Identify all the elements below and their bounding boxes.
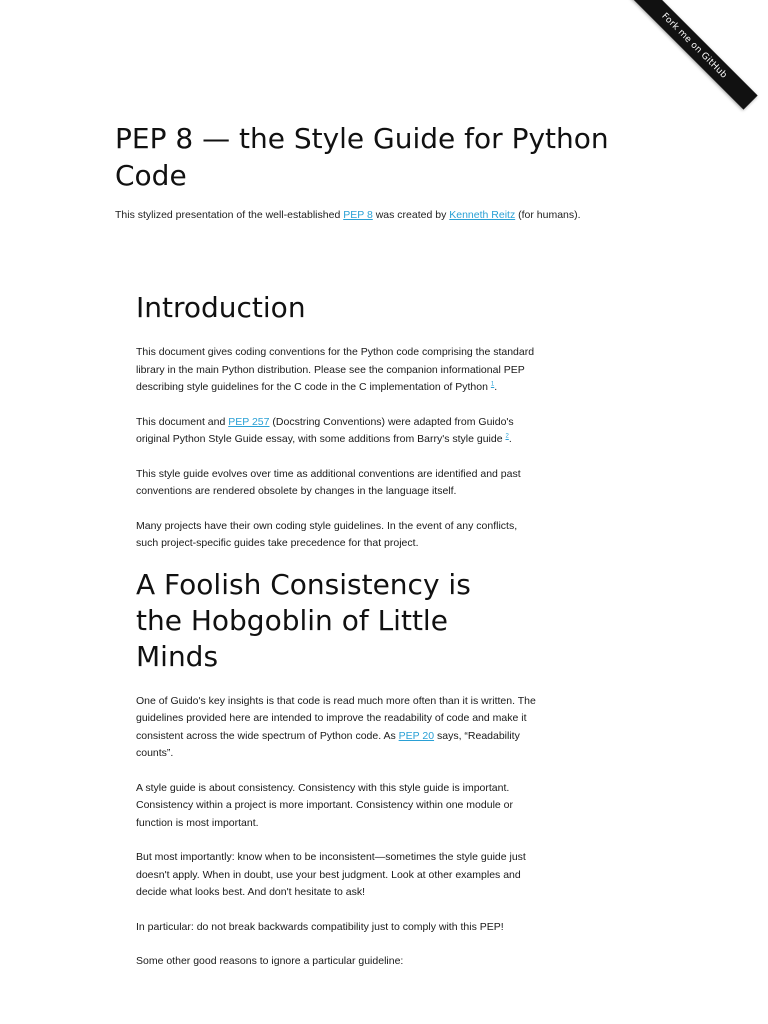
- intro-paragraph-3: This style guide evolves over time as additional conventions are identified and past conventions are rendered obsolete by changes in the language itself.: [136, 467, 521, 497]
- consistency-paragraph-5: Some other good reasons to ignore a particular guideline:: [136, 955, 404, 967]
- page-title: PEP 8 — the Style Guide for Python Code: [115, 122, 609, 192]
- consistency-paragraph-4: In particular: do not break backwards compatibility just to comply with this PEP!: [136, 920, 504, 933]
- consistency-p1-after: says, “Readability counts”.: [136, 729, 520, 759]
- fork-on-github-link[interactable]: Fork me on GitHub: [659, 11, 729, 81]
- subtitle-text-after: (for humans).: [515, 209, 581, 221]
- intro-paragraph-4: Many projects have their own coding style guidelines. In the event of any conflicts, such project-specific guides take precedence for that project.: [136, 519, 518, 549]
- consistency-paragraph-1: [136, 693, 536, 763]
- footnote-2-link[interactable]: 2: [505, 433, 509, 440]
- consistency-paragraph-3: But most importantly: know when to be inconsistent—sometimes the style guide just doesn't apply. When in doubt, use your best judgment. Look at other examples and decide what looks best. And don't hesitate to ask!: [136, 851, 526, 898]
- intro-p2-end: .: [508, 433, 512, 445]
- subtitle-text-middle: was created by: [372, 209, 450, 221]
- intro-paragraph-2: [136, 414, 536, 449]
- main-content: [136, 290, 536, 971]
- intro-p2-before: This document and: [136, 415, 229, 428]
- consistency-heading: A Foolish Consistency is the Hobgoblin of Little Minds: [136, 567, 471, 673]
- subtitle-text-before: This stylized presentation of the well-established: [115, 209, 344, 221]
- fork-ribbon[interactable]: [630, 0, 757, 110]
- pep257-link[interactable]: PEP 257: [228, 415, 270, 428]
- page-subtitle: [115, 207, 715, 223]
- introduction-heading: Introduction: [136, 291, 306, 324]
- pep8-link[interactable]: PEP 8: [343, 209, 373, 221]
- consistency-p1-before: One of Guido's key insights is that code is read much more often than it is written. The guidelines provided here are intended to improve the readability of code and make it consistent across the wide spectrum of Python code. As: [136, 694, 536, 742]
- pep20-link[interactable]: PEP 20: [398, 729, 435, 742]
- intro-p1-text: This document gives coding conventions for the Python code comprising the standard library in the main Python distribution. Please see the companion informational PEP describing style guidelines for the C code in the C implementation of Python: [136, 346, 535, 393]
- consistency-paragraph-2: A style guide is about consistency. Consistency with this style guide is important. Consistency within a project is more important. Consistency within one module or function is most important.: [136, 781, 514, 829]
- footnote-1-link[interactable]: 1: [490, 381, 495, 388]
- intro-paragraph-1: [136, 344, 536, 397]
- author-link[interactable]: Kenneth Reitz: [449, 209, 516, 221]
- intro-p2-after: (Docstring Conventions) were adapted from Guido's original Python Style Guide essay, with some additions from Barry's style guide: [136, 415, 514, 445]
- intro-p1-end: .: [494, 381, 498, 393]
